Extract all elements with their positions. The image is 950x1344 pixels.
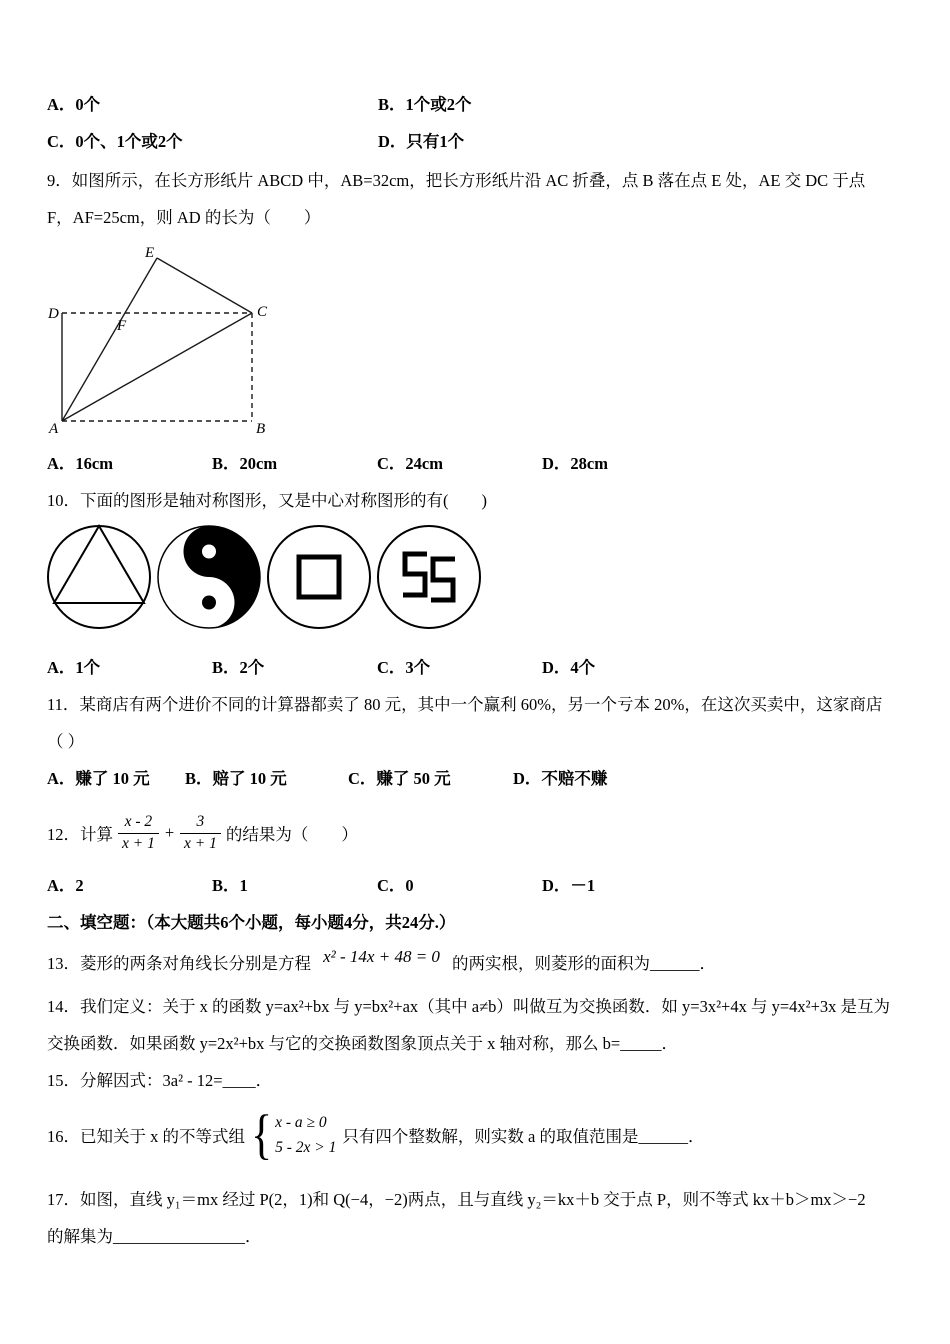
question-13-stem bbox=[47, 945, 912, 982]
square-shape bbox=[299, 557, 339, 597]
glyph-2 bbox=[431, 559, 455, 600]
section-2-title: 二、填空题：（本大题共6个小题，每小题4分，共24分.） bbox=[47, 913, 456, 932]
q13-prefix: 13．菱形的两条对角线长分别是方程 bbox=[47, 954, 311, 973]
q13-suffix: 的两实根，则菱形的面积为______． bbox=[452, 954, 717, 973]
q13-equation: x² - 14x + 48 = 0 bbox=[323, 947, 440, 966]
question-16-stem bbox=[47, 1103, 912, 1167]
option-c: C．3个 bbox=[377, 658, 431, 677]
circle-inscribed-triangle bbox=[48, 526, 150, 628]
option-c: C．0 bbox=[377, 876, 414, 895]
prev-question-options-row-1 bbox=[47, 86, 912, 123]
fraction-numerator: 3 bbox=[180, 813, 221, 834]
label-B: B bbox=[256, 421, 266, 437]
option-b: B．1个或2个 bbox=[378, 95, 472, 114]
fraction-denominator: x + 1 bbox=[122, 834, 155, 852]
question-15-stem: 15．分解因式：3a² - 12=____． bbox=[47, 1071, 273, 1090]
option-a: A．1个 bbox=[47, 658, 101, 677]
option-d: D．只有1个 bbox=[378, 132, 465, 151]
question-9-stem bbox=[47, 162, 912, 236]
question-12-stem bbox=[47, 805, 912, 861]
option-a: A．16cm bbox=[47, 454, 113, 473]
label-F: F bbox=[117, 318, 127, 334]
question-17-line-2: 的解集为________________． bbox=[47, 1227, 262, 1246]
option-b: B．20cm bbox=[212, 454, 278, 473]
question-14-stem bbox=[47, 988, 912, 1062]
q16-suffix: 只有四个整数解，则实数 a 的取值范围是______． bbox=[342, 1127, 705, 1146]
fraction-denominator: x + 1 bbox=[183, 834, 217, 852]
question-17-line-1: 17．如图，直线 y₁＝mx 经过 P(2，1)和 Q(−4，−2)两点，且与直线 y₂＝kx＋b 交于点 P，则不等式 kx＋b＞mx＞−2 bbox=[47, 1190, 866, 1209]
q10-symmetry-figures bbox=[47, 521, 487, 633]
glyph-5 bbox=[403, 554, 427, 595]
fraction-numerator: x - 2 bbox=[118, 813, 159, 834]
option-c: C．赚了 50 元 bbox=[348, 769, 451, 788]
option-d: D．28cm bbox=[542, 454, 608, 473]
option-a: A．赚了 10 元 bbox=[47, 769, 150, 788]
question-10-stem: 10．下面的图形是轴对称图形，又是中心对称图形的有( ) bbox=[47, 491, 487, 510]
q10-options-row bbox=[47, 649, 912, 686]
inequality-2: 5 - 2x > 1 bbox=[275, 1139, 337, 1156]
diagonal-AC bbox=[62, 313, 252, 421]
q9-options-row bbox=[47, 445, 912, 482]
circle-inscribed-square bbox=[268, 526, 370, 628]
q12-options-row bbox=[47, 867, 912, 904]
option-d: D．－1 bbox=[542, 876, 596, 895]
q12-fraction-2 bbox=[180, 813, 221, 853]
question-11-line-1: 11．某商店有两个进价不同的计算器都卖了 80 元，其中一个赢利 60%，另一个亏本 20%，在这次买卖中，这家商店 bbox=[47, 695, 883, 714]
label-A: A bbox=[49, 421, 59, 437]
option-c: C．24cm bbox=[377, 454, 443, 473]
q12-fraction-1 bbox=[118, 813, 159, 853]
inequality-1: x - a ≥ 0 bbox=[275, 1114, 327, 1131]
prev-question-options-row-2 bbox=[47, 123, 912, 160]
option-c: C．0个、1个或2个 bbox=[47, 132, 183, 151]
option-b: B．1 bbox=[212, 876, 248, 895]
question-14-line-2: 交换函数．如果函数 y=2x²+bx 与它的交换函数图象顶点关于 x 轴对称，那么 b=_____． bbox=[47, 1034, 678, 1053]
question-9-line-2: F，AF=25cm，则 AD 的长为（ ） bbox=[47, 208, 321, 227]
system-lines bbox=[275, 1110, 336, 1160]
question-17-stem bbox=[47, 1181, 912, 1255]
question-14-line-1: 14．我们定义：关于 x 的函数 y=ax²+bx 与 y=bx²+ax（其中 a≠b）叫做互为交换函数．如 y=3x²+4x 与 y=4x²+3x 是互为 bbox=[47, 997, 891, 1016]
option-b: B．2个 bbox=[212, 658, 265, 677]
q9-geometry-figure bbox=[47, 244, 272, 439]
q16-prefix: 16．已知关于 x 的不等式组 bbox=[47, 1127, 245, 1146]
left-brace: { bbox=[251, 1103, 273, 1165]
circle-5-2-glyphs bbox=[378, 526, 480, 628]
q12-prefix: 12．计算 bbox=[47, 825, 113, 844]
q11-options-row bbox=[47, 760, 912, 797]
label-C: C bbox=[257, 304, 268, 320]
option-d: D．4个 bbox=[542, 658, 596, 677]
option-a: A．0个 bbox=[47, 95, 101, 114]
segment-EC bbox=[157, 258, 252, 313]
q12-suffix: 的结果为（ ） bbox=[225, 825, 358, 844]
option-a: A．2 bbox=[47, 876, 84, 895]
question-9-line-1: 9．如图所示，在长方形纸片 ABCD 中，AB=32cm，把长方形纸片沿 AC 折叠，点 B 落在点 E 处，AE 交 DC 于点 bbox=[47, 171, 866, 190]
label-E: E bbox=[145, 245, 155, 261]
option-d: D．不赔不赚 bbox=[513, 769, 608, 788]
segment-AE bbox=[62, 258, 157, 421]
q12-plus-sign: + bbox=[163, 823, 175, 842]
label-D: D bbox=[48, 306, 59, 322]
yin-dot bbox=[202, 545, 216, 559]
question-11-line-2: （ ） bbox=[47, 732, 85, 751]
option-b: B．赔了 10 元 bbox=[185, 769, 287, 788]
question-11-stem bbox=[47, 686, 912, 760]
yang-dot bbox=[202, 596, 216, 610]
yin-yang-icon bbox=[158, 526, 260, 628]
q16-inequality-system bbox=[251, 1103, 337, 1165]
